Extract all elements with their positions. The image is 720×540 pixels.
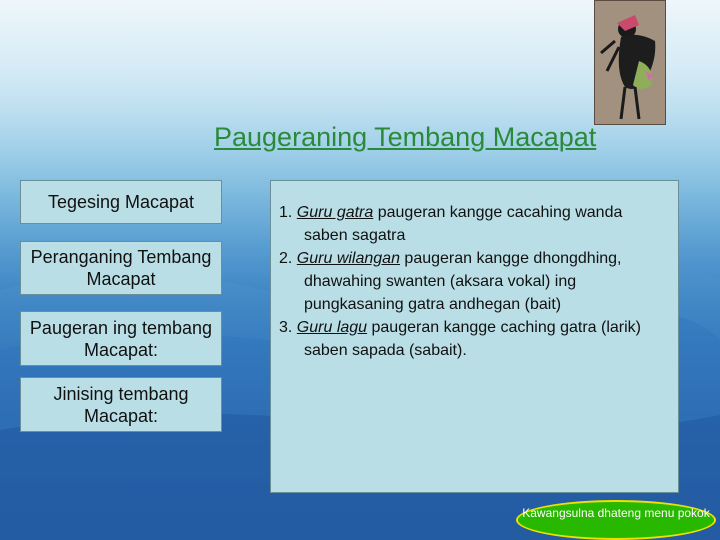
item-term: Guru lagu	[296, 319, 368, 336]
menu-button-tegesing-macapat[interactable]: Tegesing Macapat	[20, 180, 222, 224]
list-item	[279, 316, 668, 362]
item-term: Guru wilangan	[296, 250, 400, 267]
item-number: 2.	[279, 250, 293, 267]
paugeran-list	[279, 201, 668, 362]
item-term: Guru gatra	[296, 204, 374, 221]
item-number: 3.	[279, 319, 293, 336]
menu-button-paugeran[interactable]: Paugeran ing tembang Macapat:	[20, 311, 222, 366]
item-text: paugeran kangge dhongdhing, dhawahing swanten (aksara vokal) ing pungkasaning gatra andhegan (bait)	[304, 250, 622, 313]
list-item	[279, 247, 668, 316]
menu-button-peranganing-tembang[interactable]: Peranganing Tembang Macapat	[20, 241, 222, 295]
home-menu-button[interactable]: Kawangsulna dhateng menu pokok	[516, 500, 716, 540]
content-panel	[270, 180, 679, 493]
menu-button-jinising-tembang[interactable]: Jinising tembang Macapat:	[20, 377, 222, 432]
item-text: paugeran kangge cacahing wanda saben sagatra	[304, 204, 623, 244]
item-number: 1.	[279, 204, 293, 221]
page-title: Paugeraning Tembang Macapat	[214, 122, 597, 152]
wayang-puppet-image	[594, 0, 666, 125]
list-item	[279, 201, 668, 247]
item-text: paugeran kangge caching gatra (larik) saben sapada (sabait).	[304, 319, 642, 359]
